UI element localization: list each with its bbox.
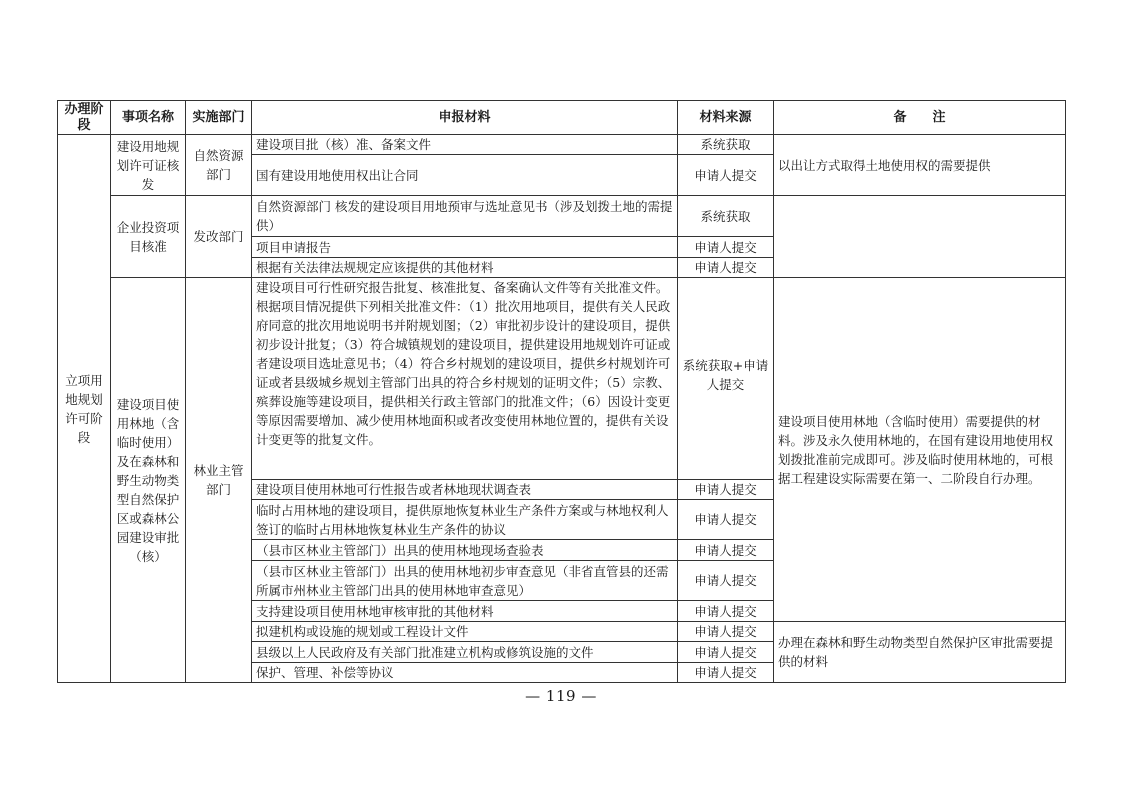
material-cell: 建设项目批（核）准、备案文件	[252, 135, 678, 155]
material-cell: 保护、管理、补偿等协议	[252, 663, 678, 683]
source-cell: 申请人提交	[678, 480, 774, 500]
material-cell: （县市区林业主管部门）出具的使用林地现场查验表	[252, 540, 678, 561]
material-cell: 支持建设项目使用林地审核审批的其他材料	[252, 601, 678, 622]
table-header-row	[58, 101, 1066, 135]
item-name-cell: 建设用地规划许可证核发	[111, 135, 186, 196]
source-cell: 申请人提交	[678, 237, 774, 258]
note-cell	[774, 196, 1066, 278]
material-cell: 建设项目可行性研究报告批复、核准批复、备案确认文件等有关批准文件。根据项目情况提供下列相关批准文件：（1）批次用地项目，提供有关人民政府同意的批次用地说明书并附规划图；（2）审批初步设计的建设项目，提供初步设计批复；（3）符合城镇规划的建设项目，提供建设用地规划许可证或者建设项目选址意见书；（4）符合乡村规划的建设项目，提供乡村规划许可证或者县级城乡规划主管部门出具的符合乡村规划的证明文件；（5）宗教、殡葬设施等建设项目，提供相关行政主管部门的批准文件；（6）因设计变更等原因需要增加、减少使用林地面积或者改变使用林地位置的，提供有关设计变更等的批复文件。	[252, 278, 678, 480]
header-materials: 申报材料	[252, 101, 678, 135]
source-cell: 申请人提交	[678, 155, 774, 196]
note-cell: 以出让方式取得土地使用权的需要提供	[774, 135, 1066, 196]
source-cell: 申请人提交	[678, 258, 774, 278]
source-cell: 申请人提交	[678, 622, 774, 642]
note-cell: 办理在森林和野生动物类型自然保护区审批需要提供的材料	[774, 622, 1066, 683]
material-cell: 县级以上人民政府及有关部门批准建立机构或修筑设施的文件	[252, 642, 678, 663]
header-stage: 办理阶段	[58, 101, 111, 135]
dept-cell: 自然资源部门	[186, 135, 252, 196]
material-cell: 根据有关法律法规规定应该提供的其他材料	[252, 258, 678, 278]
source-cell: 申请人提交	[678, 540, 774, 561]
stage-cell: 立项用地规划许可阶段	[58, 135, 111, 683]
page-number: — 119 —	[525, 687, 597, 705]
header-item-name: 事项名称	[111, 101, 186, 135]
material-cell: 临时占用林地的建设项目，提供原地恢复林业生产条件方案或与林地权利人签订的临时占用林地恢复林业生产条件的协议	[252, 500, 678, 540]
note-cell: 建设项目使用林地（含临时使用）需要提供的材料。涉及永久使用林地的，在国有建设用地使用权划拨批准前完成即可。涉及临时使用林地的，可根据工程建设实际需要在第一、二阶段自行办理。	[774, 278, 1066, 622]
approval-materials-table	[57, 100, 1066, 683]
source-cell: 系统获取	[678, 135, 774, 155]
source-cell: 系统获取	[678, 196, 774, 237]
header-source: 材料来源	[678, 101, 774, 135]
material-cell: 自然资源部门 核发的建设项目用地预审与选址意见书（涉及划拨土地的需提供）	[252, 196, 678, 237]
material-cell: 国有建设用地使用权出让合同	[252, 155, 678, 196]
material-cell: 拟建机构或设施的规划或工程设计文件	[252, 622, 678, 642]
item-name-cell: 企业投资项目核准	[111, 196, 186, 278]
dept-cell: 发改部门	[186, 196, 252, 278]
material-cell: （县市区林业主管部门）出具的使用林地初步审查意见（非省直管县的还需所属市州林业主管部门出具的使用林地审查意见）	[252, 561, 678, 601]
item-name-cell: 建设项目使用林地（含临时使用）及在森林和野生动物类型自然保护区或森林公园建设审批（核）	[111, 278, 186, 683]
source-cell: 申请人提交	[678, 642, 774, 663]
header-notes: 备 注	[774, 101, 1066, 135]
material-cell: 项目申请报告	[252, 237, 678, 258]
table-row	[58, 278, 1066, 480]
header-dept: 实施部门	[186, 101, 252, 135]
table-row	[58, 196, 1066, 237]
source-cell: 系统获取+申请人提交	[678, 278, 774, 480]
dept-cell: 林业主管部门	[186, 278, 252, 683]
source-cell: 申请人提交	[678, 601, 774, 622]
source-cell: 申请人提交	[678, 500, 774, 540]
material-cell: 建设项目使用林地可行性报告或者林地现状调查表	[252, 480, 678, 500]
table-row	[58, 135, 1066, 155]
source-cell: 申请人提交	[678, 663, 774, 683]
source-cell: 申请人提交	[678, 561, 774, 601]
